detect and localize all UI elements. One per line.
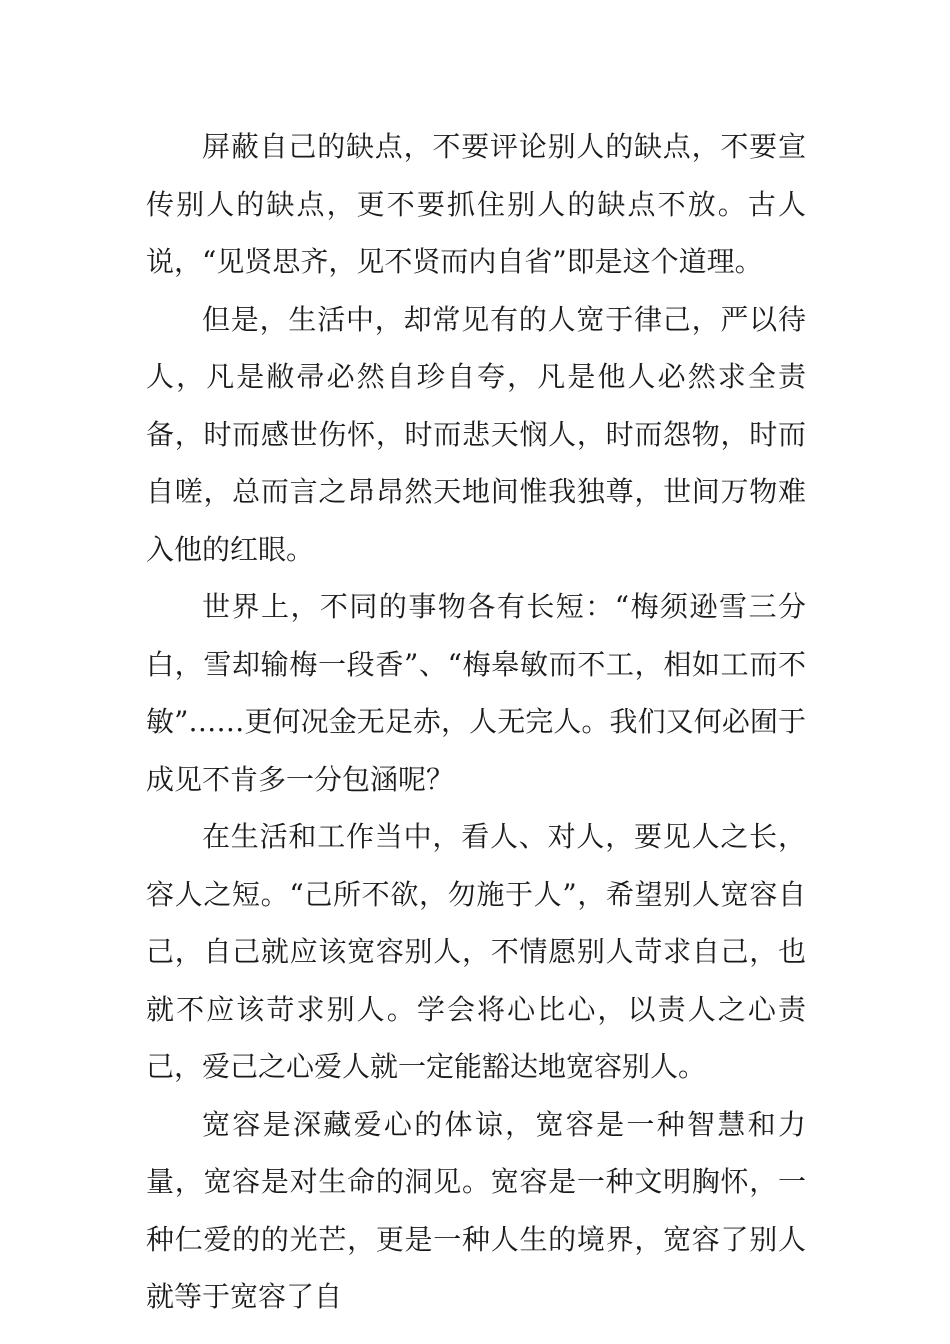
document-body [146,118,806,1326]
paragraph-2: 但是，生活中，却常见有的人宽于律己，严以待人，凡是敝帚必然自珍自夸，凡是他人必然求全责备，时而感世伤怀，时而悲天悯人，时而怨物，时而自嗟，总而言之昂昂然天地间惟我独尊，世间万物难入他的红眼。 [146,302,806,566]
paragraph-5: 宽容是深藏爱心的体谅，宽容是一种智慧和力量，宽容是对生命的洞见。宽容是一种文明胸怀，一种仁爱的的光芒，更是一种人生的境界，宽容了别人就等于宽容了自 [146,1107,806,1313]
paragraph-4: 在生活和工作当中，看人、对人，要见人之长，容人之短。“己所不欲，勿施于人”，希望别人宽容自己，自己就应该宽容别人，不情愿别人苛求自己，也就不应该苛求别人。学会将心比心，以责人之心责己，爱己之心爱人就一定能豁达地宽容别人。 [146,820,806,1083]
paragraph-1: 屏蔽自己的缺点，不要评论别人的缺点，不要宣传别人的缺点，更不要抓住别人的缺点不放。古人说，“见贤思齐，见不贤而内自省”即是这个道理。 [146,130,806,278]
paragraph-3: 世界上，不同的事物各有长短：“梅须逊雪三分白，雪却输梅一段香”、“梅皋敏而不工，相如工而不敏”……更何况金无足赤，人无完人。我们又何必囿于成见不肯多一分包涵呢？ [146,590,806,796]
